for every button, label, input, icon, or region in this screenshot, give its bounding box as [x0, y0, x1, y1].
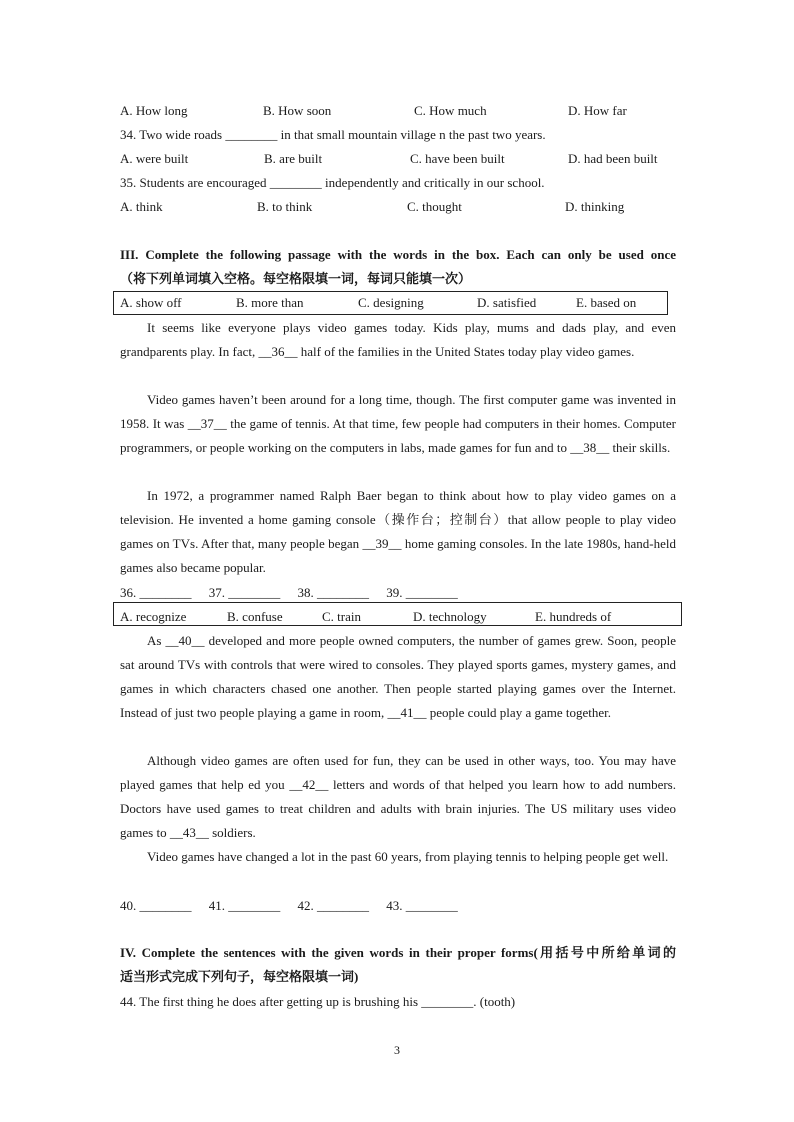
- blank-39: 39. ________: [386, 585, 458, 600]
- blank-36: 36. ________: [120, 585, 192, 600]
- box1-option-a: A. show off: [120, 295, 182, 310]
- section-3-title: III. Complete the following passage with the words in the box. Each can only be used once: [120, 247, 676, 262]
- q35-option-d: D. thinking: [565, 199, 625, 214]
- answer-blanks-40-43: [120, 898, 472, 914]
- box1-option-d: D. satisfied: [477, 295, 537, 310]
- q44-stem: 44. The first thing he does after getting up is brushing his ________. (tooth): [120, 994, 516, 1009]
- word-box-2: [113, 602, 682, 626]
- box2-option-a: A. recognize: [120, 609, 187, 624]
- answer-blanks-36-39: [120, 585, 472, 601]
- q33-option-a: A. How long: [120, 103, 188, 118]
- section-4-instruction-a: (用括号中所给单词的: [533, 945, 676, 960]
- section-4-title: IV. Complete the sentences with the given words in their proper forms: [120, 945, 534, 960]
- passage-paragraph-3: In 1972, a programmer named Ralph Baer began to think about how to play video games on a television. He invented a home gaming console（操作台；控制台）that allow people to play video games on TVs. After that, many people began __39__ home gaming consoles. In the late 1980s, hand-held games also became popular.: [120, 488, 676, 575]
- q33-option-d: D. How far: [568, 103, 627, 118]
- q34-option-d: D. had been built: [568, 151, 658, 166]
- box2-option-b: B. confuse: [227, 609, 283, 624]
- box2-option-c: C. train: [322, 609, 361, 624]
- blank-40: 40. ________: [120, 898, 192, 913]
- q34-option-c: C. have been built: [410, 151, 505, 166]
- box2-option-e: E. hundreds of: [535, 609, 612, 624]
- passage-paragraph-6: Video games have changed a lot in the past 60 years, from playing tennis to helping people get well.: [147, 849, 669, 864]
- box2-option-d: D. technology: [413, 609, 487, 624]
- box1-option-b: B. more than: [236, 295, 304, 310]
- passage-paragraph-2: Video games haven’t been around for a long time, though. The first computer game was invented in 1958. It was __37__ the game of tennis. At that time, few people had computers in their homes. Computer programmers, or people working on the computers in labs, made games for fun and to __38__ their skills.: [120, 392, 676, 455]
- section-4-instruction-b: 适当形式完成下列句子，每空格限填一词): [120, 969, 359, 984]
- box1-option-e: E. based on: [576, 295, 637, 310]
- q35-option-a: A. think: [120, 199, 163, 214]
- blank-42: 42. ________: [297, 898, 369, 913]
- section-4-heading: [120, 941, 676, 989]
- passage-paragraph-5: Although video games are often used for fun, they can be used in other ways, too. You may have played games that help ed you __42__ letters and words of that helped you learn how to add numbers. Doctors have used games to treat children and adults with brain injuries. The US military uses video games to __43__ soldiers.: [120, 753, 676, 840]
- passage-paragraph-4: As __40__ developed and more people owned computers, the number of games grew. Soon, people sat around TVs with controls that were wired to consoles. They played sports games, mystery games, and games in which characters chased one another. Then people started playing games over the Internet. Instead of just two people playing a game in room, __41__ people could play a game together.: [120, 633, 676, 720]
- q34-stem: 34. Two wide roads ________ in that small mountain village n the past two years.: [120, 127, 546, 142]
- section-3-instruction: （将下列单词填入空格。每空格限填一词，每词只能填一次）: [120, 271, 472, 286]
- passage-paragraph-1: It seems like everyone plays video games today. Kids play, mums and dads play, and even grandparents play. In fact, __36__ half of the families in the United States today play video games.: [120, 320, 676, 359]
- q35-option-b: B. to think: [257, 199, 313, 214]
- blank-43: 43. ________: [386, 898, 458, 913]
- q34-option-a: A. were built: [120, 151, 189, 166]
- box1-option-c: C. designing: [358, 295, 424, 310]
- blank-37: 37. ________: [208, 585, 281, 600]
- q34-option-b: B. are built: [264, 151, 323, 166]
- section-4-title-line-1: [120, 941, 676, 965]
- q35-option-c: C. thought: [407, 199, 462, 214]
- q33-option-c: C. How much: [414, 103, 487, 118]
- section-3-heading: [120, 243, 676, 291]
- blank-38: 38. ________: [297, 585, 369, 600]
- page-number: 3: [394, 1043, 400, 1057]
- word-box-1: [113, 291, 668, 315]
- q33-option-b: B. How soon: [263, 103, 332, 118]
- q35-stem: 35. Students are encouraged ________ independently and critically in our school.: [120, 175, 545, 190]
- blank-41: 41. ________: [208, 898, 281, 913]
